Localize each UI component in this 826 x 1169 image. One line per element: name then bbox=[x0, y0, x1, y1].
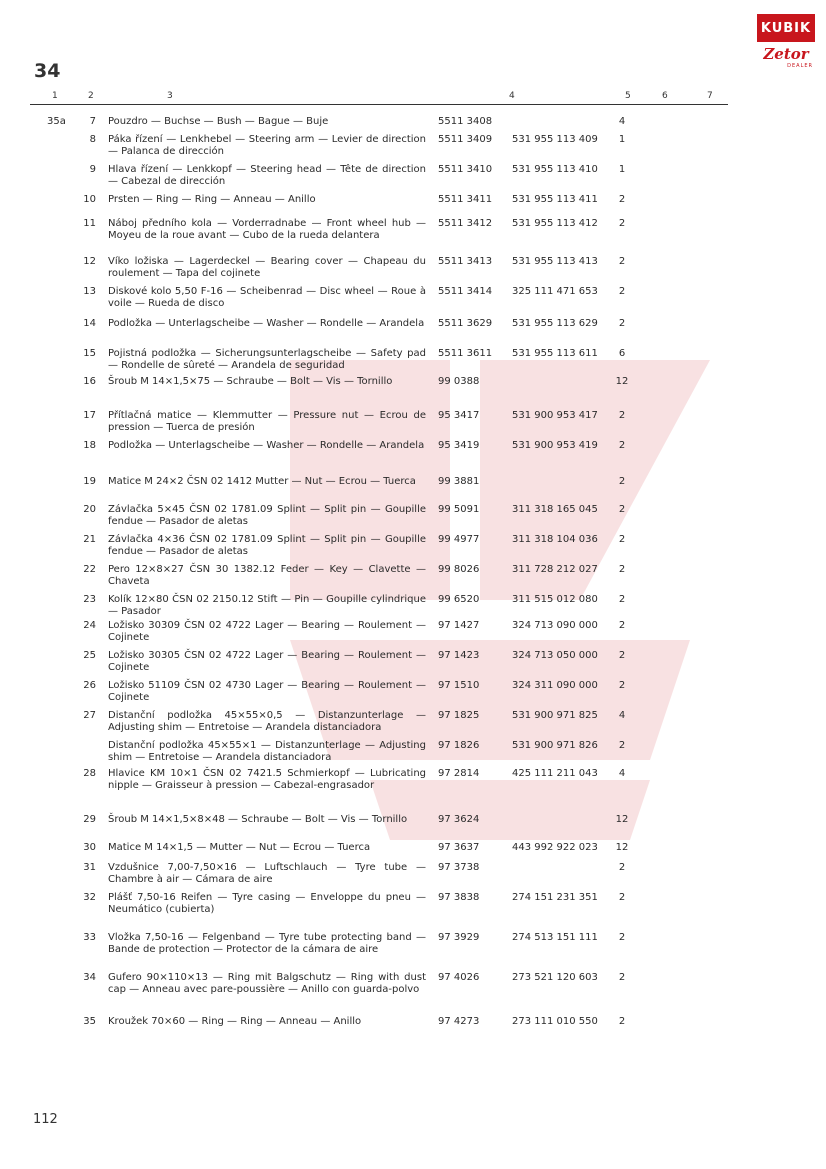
alt-number-cell: 324 311 090 000 bbox=[512, 680, 598, 691]
position-cell: 18 bbox=[83, 440, 96, 451]
page-number: 112 bbox=[33, 1112, 58, 1127]
brand-logo bbox=[757, 14, 815, 68]
header-col-1: 1 bbox=[52, 91, 58, 101]
description-cell: Pero 12×8×27 ČSN 30 1382.12 Feder — Key — Clavette — Chaveta bbox=[108, 564, 426, 587]
description-cell: Šroub M 14×1,5×8×48 — Schraube — Bolt — Vis — Tornillo bbox=[108, 814, 408, 825]
description-cell: Matice M 14×1,5 — Mutter — Nut — Ecrou — Tuerca bbox=[108, 842, 371, 853]
quantity-cell: 2 bbox=[618, 1016, 626, 1027]
part-number-cell: 99 3881 bbox=[438, 476, 480, 487]
quantity-cell: 2 bbox=[618, 504, 626, 515]
alt-number-cell: 425 111 211 043 bbox=[512, 768, 598, 779]
header-rule bbox=[30, 104, 728, 105]
part-number-cell: 5511 3412 bbox=[438, 218, 493, 229]
quantity-cell: 2 bbox=[618, 740, 626, 751]
position-cell: 29 bbox=[83, 814, 96, 825]
position-cell: 8 bbox=[89, 134, 96, 145]
position-cell: 20 bbox=[83, 504, 96, 515]
part-number-cell: 5511 3413 bbox=[438, 256, 493, 267]
header-col-4: 4 bbox=[509, 91, 515, 101]
part-number-cell: 97 3624 bbox=[438, 814, 480, 825]
part-number-cell: 5511 3629 bbox=[438, 318, 493, 329]
position-cell: 23 bbox=[83, 594, 96, 605]
position-cell: 7 bbox=[89, 116, 96, 127]
position-cell: 31 bbox=[83, 862, 96, 873]
description-cell: Ložisko 30309 ČSN 02 4722 Lager — Bearing — Roulement — Cojinete bbox=[108, 620, 426, 643]
position-cell: 9 bbox=[89, 164, 96, 175]
position-cell: 35 bbox=[83, 1016, 96, 1027]
position-cell: 26 bbox=[83, 680, 96, 691]
alt-number-cell: 531 900 953 417 bbox=[512, 410, 598, 421]
part-number-cell: 99 5091 bbox=[438, 504, 480, 515]
alt-number-cell: 311 515 012 080 bbox=[512, 594, 598, 605]
quantity-cell: 2 bbox=[618, 318, 626, 329]
quantity-cell: 12 bbox=[615, 842, 629, 853]
part-number-cell: 97 1427 bbox=[438, 620, 480, 631]
description-cell: Kolík 12×80 ČSN 02 2150.12 Stift — Pin — Goupille cylindrique — Pasador bbox=[108, 594, 426, 617]
quantity-cell: 2 bbox=[618, 534, 626, 545]
alt-number-cell: 324 713 090 000 bbox=[512, 620, 598, 631]
part-number-cell: 97 3929 bbox=[438, 932, 480, 943]
header-col-2: 2 bbox=[88, 91, 94, 101]
description-cell: Náboj předního kola — Vorderradnabe — Front wheel hub — Moyeu de la roue avant — Cubo de la rueda delantera bbox=[108, 218, 426, 241]
quantity-cell: 4 bbox=[618, 768, 626, 779]
logo-dealer: DEALER bbox=[787, 63, 813, 69]
description-cell: Šroub M 14×1,5×75 — Schraube — Bolt — Vis — Tornillo bbox=[108, 376, 393, 387]
description-cell: Pouzdro — Buchse — Bush — Bague — Buje bbox=[108, 116, 329, 127]
quantity-cell: 4 bbox=[618, 116, 626, 127]
alt-number-cell: 531 955 113 411 bbox=[512, 194, 598, 205]
quantity-cell: 6 bbox=[618, 348, 626, 359]
alt-number-cell: 531 955 113 410 bbox=[512, 164, 598, 175]
page-marker: 34 bbox=[34, 60, 61, 82]
description-cell: Ložisko 51109 ČSN 02 4730 Lager — Bearing — Roulement — Cojinete bbox=[108, 680, 426, 703]
logo-top: KUBIK bbox=[757, 14, 815, 42]
description-cell: Kroužek 70×60 — Ring — Ring — Anneau — Anillo bbox=[108, 1016, 362, 1027]
alt-number-cell: 325 111 471 653 bbox=[512, 286, 598, 297]
description-cell: Hlavice KM 10×1 ČSN 02 7421.5 Schmierkopf — Lubricating nipple — Graisseur à pression — Cabezal-engrasador bbox=[108, 768, 426, 791]
position-cell: 28 bbox=[83, 768, 96, 779]
description-cell: Páka řízení — Lenkhebel — Steering arm — Levier de direction — Palanca de dirección bbox=[108, 134, 426, 157]
description-cell: Vzdušnice 7,00-7,50×16 — Luftschlauch — Tyre tube — Chambre à air — Cámara de aire bbox=[108, 862, 426, 885]
alt-number-cell: 311 318 104 036 bbox=[512, 534, 598, 545]
position-cell: 14 bbox=[83, 318, 96, 329]
alt-number-cell: 443 992 922 023 bbox=[512, 842, 598, 853]
description-cell: Distanční podložka 45×55×1 — Distanzunterlage — Adjusting shim — Entretoise — Arandela distanciadora bbox=[108, 740, 426, 763]
position-cell: 25 bbox=[83, 650, 96, 661]
quantity-cell: 2 bbox=[618, 972, 626, 983]
alt-number-cell: 531 955 113 611 bbox=[512, 348, 598, 359]
alt-number-cell: 531 955 113 412 bbox=[512, 218, 598, 229]
header-col-6: 6 bbox=[662, 91, 668, 101]
description-cell: Podložka — Unterlagscheibe — Washer — Rondelle — Arandela bbox=[108, 440, 425, 451]
logo-bottom: Zetor bbox=[763, 45, 809, 63]
quantity-cell: 2 bbox=[618, 680, 626, 691]
part-number-cell: 95 3417 bbox=[438, 410, 480, 421]
quantity-cell: 4 bbox=[618, 710, 626, 721]
description-cell: Gufero 90×110×13 — Ring mit Balgschutz — Ring with dust cap — Anneau avec pare-poussière — Anillo con guarda-polvo bbox=[108, 972, 426, 995]
alt-number-cell: 311 318 165 045 bbox=[512, 504, 598, 515]
description-cell: Matice M 24×2 ČSN 02 1412 Mutter — Nut — Ecrou — Tuerca bbox=[108, 476, 416, 487]
position-cell: 32 bbox=[83, 892, 96, 903]
header-col-3: 3 bbox=[167, 91, 173, 101]
alt-number-cell: 274 513 151 111 bbox=[512, 932, 598, 943]
quantity-cell: 2 bbox=[618, 410, 626, 421]
quantity-cell: 2 bbox=[618, 194, 626, 205]
part-number-cell: 95 3419 bbox=[438, 440, 480, 451]
quantity-cell: 2 bbox=[618, 218, 626, 229]
alt-number-cell: 531 900 971 825 bbox=[512, 710, 598, 721]
description-cell: Závlačka 4×36 ČSN 02 1781.09 Splint — Split pin — Goupille fendue — Pasador de aletas bbox=[108, 534, 426, 557]
alt-number-cell: 324 713 050 000 bbox=[512, 650, 598, 661]
position-cell: 19 bbox=[83, 476, 96, 487]
description-cell: Ložisko 30305 ČSN 02 4722 Lager — Bearing — Roulement — Cojinete bbox=[108, 650, 426, 673]
part-number-cell: 97 1510 bbox=[438, 680, 480, 691]
position-cell: 17 bbox=[83, 410, 96, 421]
position-cell: 22 bbox=[83, 564, 96, 575]
quantity-cell: 2 bbox=[618, 594, 626, 605]
part-number-cell: 5511 3408 bbox=[438, 116, 493, 127]
part-number-cell: 97 1825 bbox=[438, 710, 480, 721]
part-number-cell: 5511 3611 bbox=[438, 348, 493, 359]
alt-number-cell: 273 521 120 603 bbox=[512, 972, 598, 983]
part-number-cell: 97 1423 bbox=[438, 650, 480, 661]
part-number-cell: 5511 3414 bbox=[438, 286, 493, 297]
position-cell: 13 bbox=[83, 286, 96, 297]
part-number-cell: 97 4273 bbox=[438, 1016, 480, 1027]
description-cell: Prsten — Ring — Ring — Anneau — Anillo bbox=[108, 194, 316, 205]
alt-number-cell: 274 151 231 351 bbox=[512, 892, 598, 903]
quantity-cell: 1 bbox=[618, 134, 626, 145]
description-cell: Přítlačná matice — Klemmutter — Pressure nut — Ecrou de pression — Tuerca de presión bbox=[108, 410, 426, 433]
quantity-cell: 12 bbox=[615, 376, 629, 387]
alt-number-cell: 273 111 010 550 bbox=[512, 1016, 598, 1027]
position-cell: 12 bbox=[83, 256, 96, 267]
part-number-cell: 99 0388 bbox=[438, 376, 480, 387]
quantity-cell: 2 bbox=[618, 476, 626, 487]
description-cell: Plášť 7,50-16 Reifen — Tyre casing — Enveloppe du pneu — Neumático (cubierta) bbox=[108, 892, 426, 915]
description-cell: Diskové kolo 5,50 F-16 — Scheibenrad — Disc wheel — Roue à voile — Rueda de disco bbox=[108, 286, 426, 309]
part-number-cell: 97 3738 bbox=[438, 862, 480, 873]
alt-number-cell: 531 955 113 629 bbox=[512, 318, 598, 329]
part-number-cell: 97 1826 bbox=[438, 740, 480, 751]
quantity-cell: 2 bbox=[618, 286, 626, 297]
position-cell: 21 bbox=[83, 534, 96, 545]
part-number-cell: 97 3637 bbox=[438, 842, 480, 853]
description-cell: Víko ložiska — Lagerdeckel — Bearing cover — Chapeau du roulement — Tapa del cojinete bbox=[108, 256, 426, 279]
part-number-cell: 97 3838 bbox=[438, 892, 480, 903]
part-number-cell: 5511 3409 bbox=[438, 134, 493, 145]
quantity-cell: 2 bbox=[618, 564, 626, 575]
quantity-cell: 2 bbox=[618, 440, 626, 451]
alt-number-cell: 531 955 113 409 bbox=[512, 134, 598, 145]
position-cell: 10 bbox=[83, 194, 96, 205]
group-cell: 35a bbox=[47, 116, 66, 127]
quantity-cell: 2 bbox=[618, 932, 626, 943]
part-number-cell: 99 8026 bbox=[438, 564, 480, 575]
description-cell: Pojistná podložka — Sicherungsunterlagscheibe — Safety pad — Rondelle de sûreté — Arandela de seguridad bbox=[108, 348, 426, 371]
part-number-cell: 99 6520 bbox=[438, 594, 480, 605]
description-cell: Závlačka 5×45 ČSN 02 1781.09 Splint — Split pin — Goupille fendue — Pasador de aletas bbox=[108, 504, 426, 527]
position-cell: 30 bbox=[83, 842, 96, 853]
alt-number-cell: 531 900 953 419 bbox=[512, 440, 598, 451]
position-cell: 33 bbox=[83, 932, 96, 943]
description-cell: Vložka 7,50-16 — Felgenband — Tyre tube protecting band — Bande de protection — Protector de la cámara de aire bbox=[108, 932, 426, 955]
quantity-cell: 2 bbox=[618, 620, 626, 631]
quantity-cell: 1 bbox=[618, 164, 626, 175]
position-cell: 34 bbox=[83, 972, 96, 983]
quantity-cell: 12 bbox=[615, 814, 629, 825]
alt-number-cell: 311 728 212 027 bbox=[512, 564, 598, 575]
header-col-7: 7 bbox=[707, 91, 713, 101]
description-cell: Hlava řízení — Lenkkopf — Steering head — Tête de direction — Cabezal de dirección bbox=[108, 164, 426, 187]
description-cell: Podložka — Unterlagscheibe — Washer — Rondelle — Arandela bbox=[108, 318, 425, 329]
position-cell: 27 bbox=[83, 710, 96, 721]
part-number-cell: 5511 3410 bbox=[438, 164, 493, 175]
quantity-cell: 2 bbox=[618, 892, 626, 903]
alt-number-cell: 531 955 113 413 bbox=[512, 256, 598, 267]
header-col-5: 5 bbox=[625, 91, 631, 101]
part-number-cell: 97 2814 bbox=[438, 768, 480, 779]
quantity-cell: 2 bbox=[618, 650, 626, 661]
quantity-cell: 2 bbox=[618, 862, 626, 873]
part-number-cell: 99 4977 bbox=[438, 534, 480, 545]
part-number-cell: 97 4026 bbox=[438, 972, 480, 983]
quantity-cell: 2 bbox=[618, 256, 626, 267]
position-cell: 11 bbox=[83, 218, 96, 229]
position-cell: 16 bbox=[83, 376, 96, 387]
part-number-cell: 5511 3411 bbox=[438, 194, 493, 205]
position-cell: 15 bbox=[83, 348, 96, 359]
alt-number-cell: 531 900 971 826 bbox=[512, 740, 598, 751]
description-cell: Distanční podložka 45×55×0,5 — Distanzunterlage — Adjusting shim — Entretoise — Arandela distanciadora bbox=[108, 710, 426, 733]
position-cell: 24 bbox=[83, 620, 96, 631]
